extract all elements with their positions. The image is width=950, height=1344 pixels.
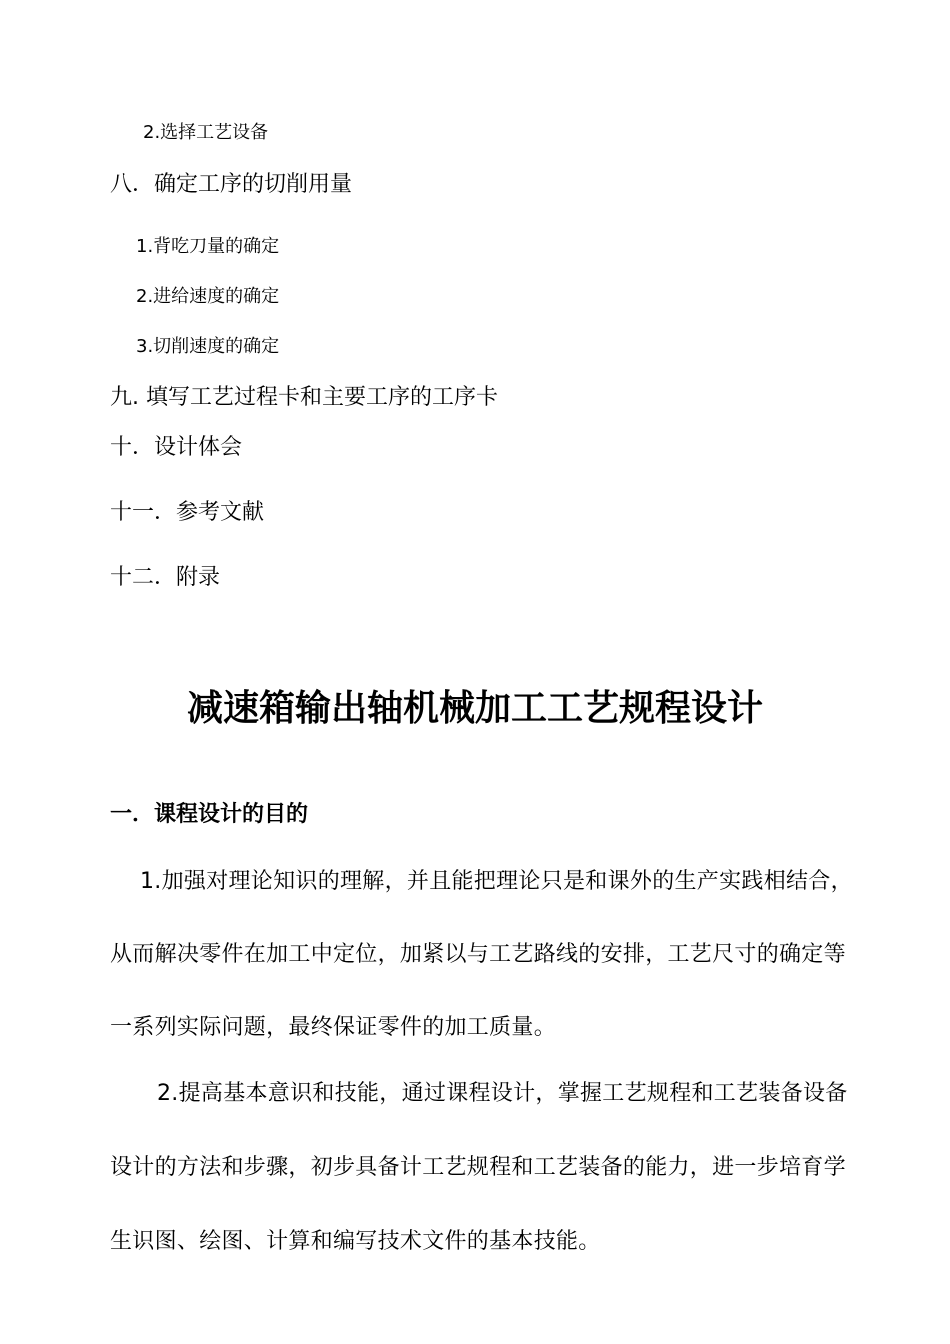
toc-section-10: 十．设计体会 [110,435,243,460]
toc-section-11: 十一．参考文献 [110,500,265,525]
paragraph-1-line-2: 从而解决零件在加工中定位，加紧以与工艺路线的安排，工艺尺寸的确定等 [110,942,846,967]
paragraph-2-line-1: 2.提高基本意识和技能，通过课程设计，掌握工艺规程和工艺装备设备 [157,1081,848,1106]
toc-section-8-item-1: 1.背吃刀量的确定 [136,236,280,257]
section-1-heading: 一．课程设计的目的 [110,802,309,827]
toc-section-8-item-3: 3.切削速度的确定 [136,336,280,357]
document-title: 减速箱输出轴机械加工工艺规程设计 [186,688,763,729]
paragraph-1-line-3: 一系列实际问题，最终保证零件的加工质量。 [110,1015,557,1040]
paragraph-2-line-2: 设计的方法和步骤，初步具备计工艺规程和工艺装备的能力，进一步培育学 [110,1155,846,1180]
toc-item-select-equipment: 2.选择工艺设备 [143,122,269,143]
paragraph-2-line-3: 生识图、绘图、计算和编写技术文件的基本技能。 [110,1229,601,1254]
toc-section-8: 八．确定工序的切削用量 [110,172,353,197]
toc-section-12: 十二．附录 [110,565,221,590]
toc-section-9: 九. 填写工艺过程卡和主要工序的工序卡 [110,385,498,410]
toc-section-8-item-2: 2.进给速度的确定 [136,286,280,307]
paragraph-1-line-1: 1.加强对理论知识的理解，并且能把理论只是和课外的生产实践相结合， [140,869,853,894]
